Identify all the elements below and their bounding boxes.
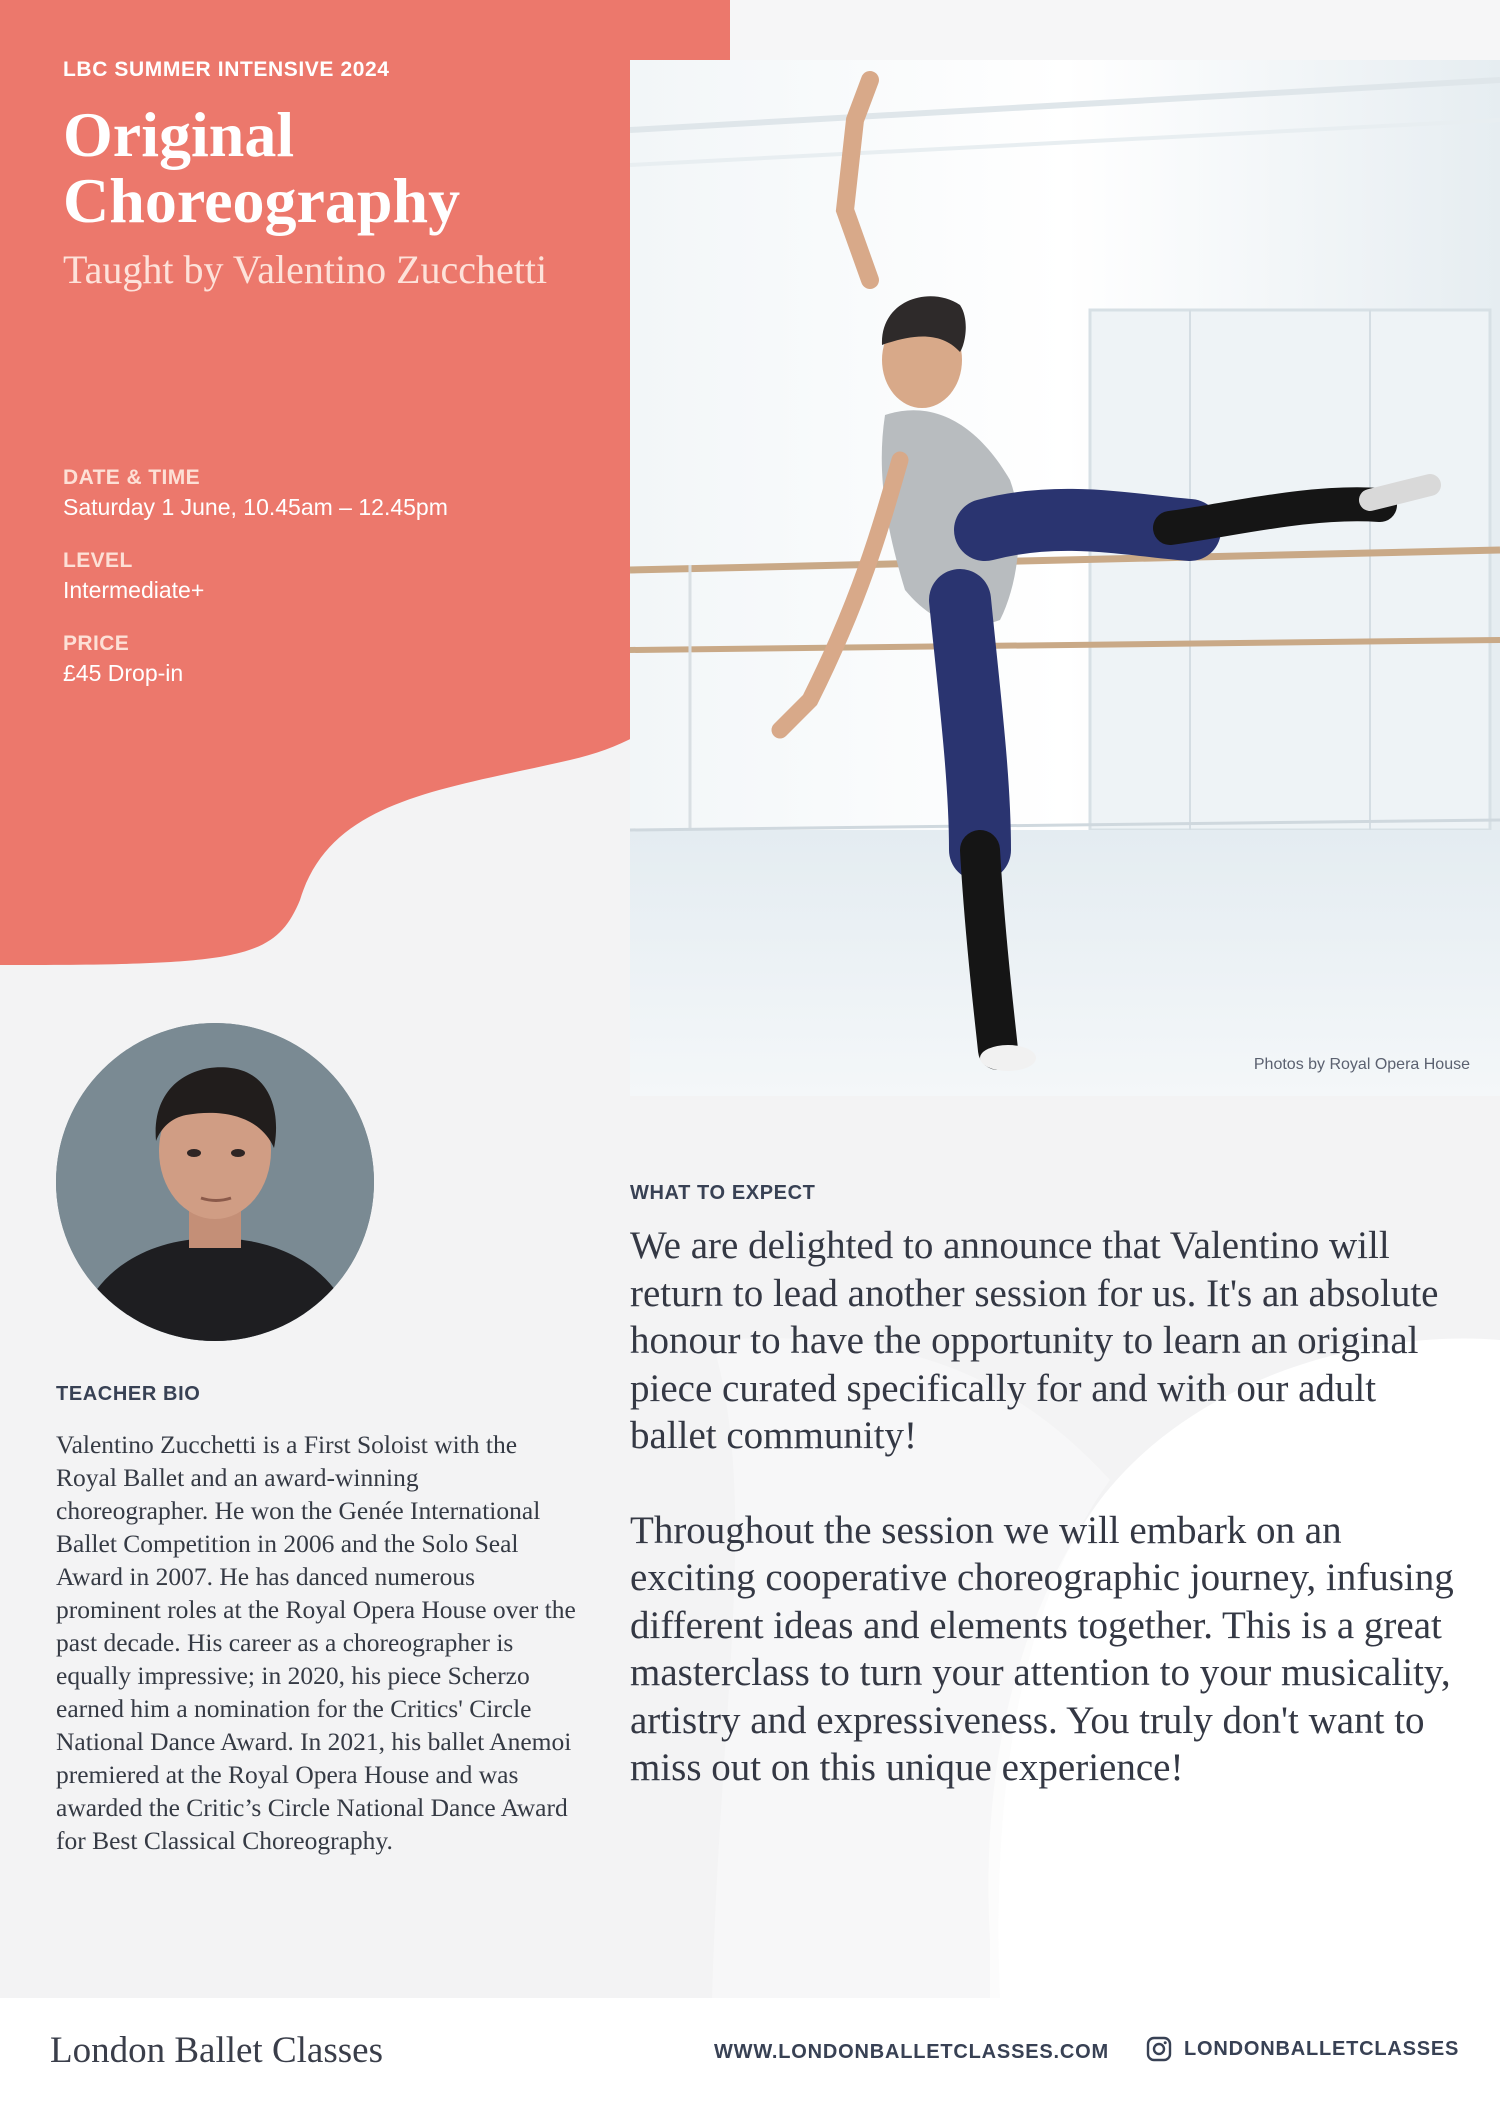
level-label: LEVEL xyxy=(63,549,133,572)
level-value: Intermediate+ xyxy=(63,577,205,603)
instagram-handle[interactable]: LONDONBALLETCLASSES xyxy=(1184,2037,1460,2060)
hero-photo xyxy=(630,60,1500,1096)
date-value: Saturday 1 June, 10.45am – 12.45pm xyxy=(63,494,448,520)
what-to-expect-label: WHAT TO EXPECT xyxy=(630,1182,816,1204)
what-to-expect-body xyxy=(630,1222,1460,1839)
expect-paragraph-2: Throughout the session we will embark on an exciting cooperative choreographic journey, infusing different ideas and elements together. This is a great masterclass to turn your attention to your musicality, artistry and expressiveness. You truly don't want to miss out on this unique experience! xyxy=(630,1508,1454,1789)
brand-logo-text: London Ballet Classes xyxy=(50,2030,383,2071)
instagram-icon xyxy=(1146,2036,1172,2062)
teacher-bio-label: TEACHER BIO xyxy=(56,1383,201,1405)
teacher-portrait-illustration xyxy=(56,1023,374,1341)
dancer-illustration xyxy=(630,60,1500,1096)
date-label: DATE & TIME xyxy=(63,466,201,489)
page-title: Original Choreography xyxy=(63,99,461,236)
page-subtitle: Taught by Valentino Zucchetti xyxy=(63,247,548,292)
teacher-bio-text: Valentino Zucchetti is a First Soloist with the Royal Ballet and an award-winning choreographer. He won the Genée International Ballet Competition in 2006 and the Solo Seal Award in 2007. He has danced numerous prominent roles at the Royal Opera House over the past decade. His career as a choreographer is equally impressive; in 2020, his piece Scherzo earned him a nomination for the Critics' Circle National Dance Award. In 2021, his ballet Anemoi premiered at the Royal Opera House and was awarded the Critic’s Circle National Dance Award for Best Classical Choreography. xyxy=(56,1430,576,1855)
expect-paragraph-1: We are delighted to announce that Valentino will return to lead another session for us. It's an absolute honour to have the opportunity to learn an original piece curated specifically for and with our adult ballet community! xyxy=(630,1224,1439,1457)
price-value: £45 Drop-in xyxy=(63,660,184,686)
event-eyebrow: LBC SUMMER INTENSIVE 2024 xyxy=(63,58,390,81)
website-link[interactable]: WWW.LONDONBALLETCLASSES.COM xyxy=(714,2041,1109,2063)
instagram-link[interactable] xyxy=(1146,2036,1459,2062)
teacher-portrait xyxy=(56,1023,374,1341)
photo-credit: Photos by Royal Opera House xyxy=(1253,1056,1470,1073)
price-label: PRICE xyxy=(63,632,130,655)
